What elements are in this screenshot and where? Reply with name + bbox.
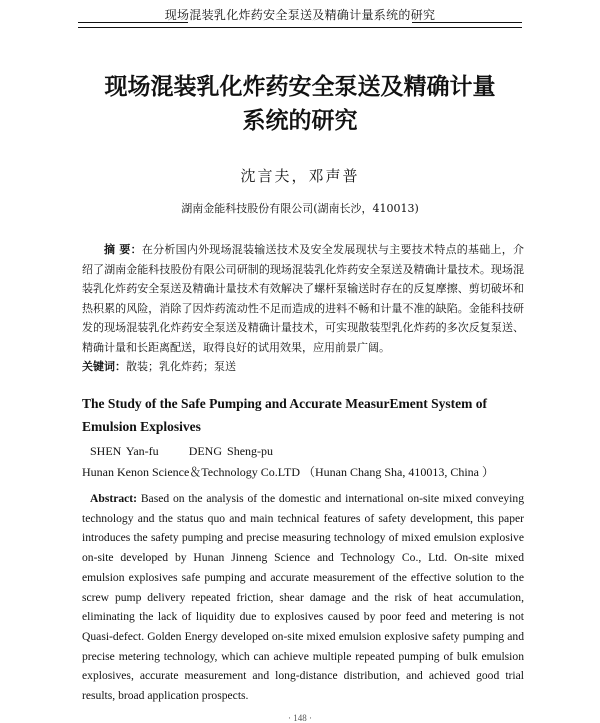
keywords-cn-text: 散装；乳化炸药；泵送 [126,360,236,373]
abstract-en-text: Based on the analysis of the domestic and international on-site mixed conveying technology and the status quo and main technical features of safety development, this paper introduces the safety pumping and precise measuring technology of mixed emulsion explosive on-site developed by Hunan Jinneng Science and Technology Co., Ltd. On-site mixed emulsion explosives safe pumping and accurate measurement of the effective solution to the screw pump delivery repeated friction, shear damage and the risk of heat accumulation, eliminating the lack of liquidity due to explosives caused by poor feed and metering is not Quasi-defect. Golden Energy developed on-site mixed emulsion explosive safety pumping and precise metering technology, which can achieve multiple repeated pumping of bulk emulsion explosives, accurate measurement and long-distance distribution, and achieved good trial results, broad application prospects. [82,492,524,703]
affiliation-cn: 湖南金能科技股份有限公司(湖南长沙，410013) [181,202,419,215]
running-head: 现场混装乳化炸药安全泵送及精确计量系统的研究 [164,8,436,22]
abstract-cn [82,240,524,357]
author-en-1: SHEN Yan-fu [90,444,159,458]
abstract-en [82,489,524,706]
abstract-cn-text: 在分析国内外现场混装输送技术及安全发展现状与主要技术特点的基础上，介绍了湖南金能科技股份有限公司研制的现场混装乳化炸药安全泵送及精确计量技术。现场混装乳化炸药安全泵送及精确计量技术有效解决了螺杆泵输送时存在的反复摩擦、剪切破坏和热积累的风险，消除了因炸药流动性不足而造成的进料不畅和计量不准的缺陷。金能科技研发的现场混装乳化炸药安全泵送及精确计量技术，可实现散装型乳化炸药的多次反复泵送、精确计量和长距离配送，取得良好的试用效果，应用前景广阔。 [82,243,524,354]
paper-title-cn-line1: 现场混装乳化炸药安全泵送及精确计量 [104,74,496,100]
paper-title-cn [40,70,560,138]
abstract-en-label: Abstract: [90,492,138,505]
abstract-cn-label: 摘 要： [104,243,142,256]
paper-title-cn-line2: 系统的研究 [242,108,358,134]
header-rule-right [412,22,522,23]
header-rule [78,27,522,28]
affiliation-en: Hunan Kenon Science＆Technology Co.LTD （Hunan Chang Sha, 410013, China ） [82,465,494,479]
authors-en [90,444,520,459]
keywords-cn-label: 关键词： [82,360,126,373]
author-en-2: DENG Sheng-pu [188,444,274,458]
page-number: · 148 · [288,713,312,723]
paper-title-en: The Study of the Safe Pumping and Accurate MeasurEment System of Emulsion Explosives [82,396,487,434]
header-rule-left [78,22,188,23]
authors-cn: 沈言夫，邓声普 [240,167,360,185]
keywords-cn [82,358,524,374]
